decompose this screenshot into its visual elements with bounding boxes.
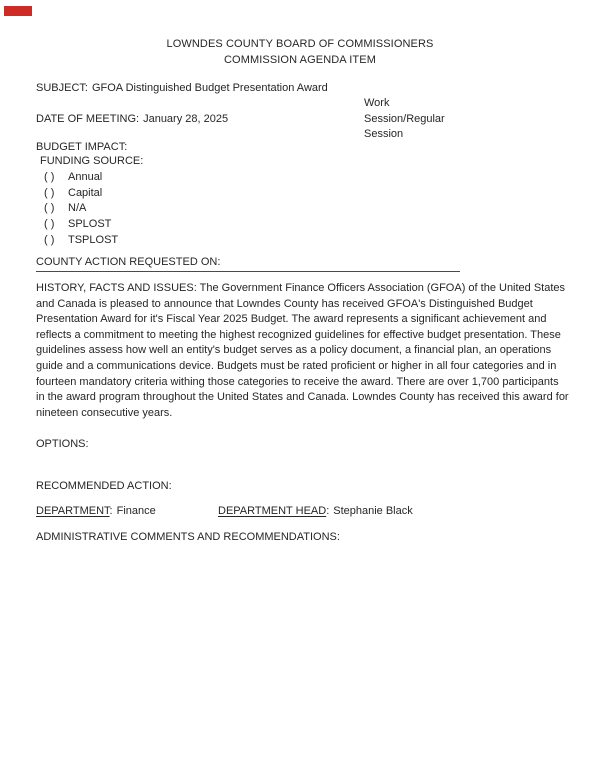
document-header xyxy=(0,36,600,68)
county-action-label: COUNTY ACTION REQUESTED ON: xyxy=(36,256,221,268)
checkbox-empty-icon: ( ) xyxy=(44,202,55,215)
funding-option-tsplost xyxy=(44,233,118,249)
funding-option-annual xyxy=(44,170,118,186)
department-head-label: DEPARTMENT HEAD xyxy=(218,505,327,517)
funding-source-label: FUNDING SOURCE: xyxy=(40,155,144,167)
funding-option-label: Annual xyxy=(68,171,103,183)
funding-option-na xyxy=(44,201,118,217)
department-head-value: Stephanie Black xyxy=(333,505,413,517)
date-value: January 28, 2025 xyxy=(143,113,229,125)
colon: : xyxy=(109,505,113,517)
checkbox-empty-icon: ( ) xyxy=(44,171,55,183)
date-of-meeting-line xyxy=(36,113,228,125)
subject-line xyxy=(36,82,328,94)
recommended-action-label: RECOMMENDED ACTION: xyxy=(36,480,172,492)
department-head-line xyxy=(218,505,413,517)
subject-value: GFOA Distinguished Budget Presentation Award xyxy=(91,82,328,94)
colon: : xyxy=(326,505,330,517)
board-title: LOWNDES COUNTY BOARD OF COMMISSIONERS xyxy=(166,38,434,50)
agenda-item-title: COMMISSION AGENDA ITEM xyxy=(224,54,376,66)
funding-option-splost xyxy=(44,217,118,233)
date-label: DATE OF MEETING: xyxy=(36,113,140,125)
history-facts-issues-paragraph: HISTORY, FACTS AND ISSUES: The Government Finance Officers Association (GFOA) of the United States and Canada is pleased to announce that Lowndes County has received GFOA's Distinguished Budget Presentation Award for it's Fiscal Year 2025 Budget. The award represents a significant achievement and reflects a commitment to meeting the highest recognized guidelines for effective budget presentation. These guidelines assess how well an entity's budget serves as a policy document, a financial plan, an operations guide and a communications device. Budgets must be rated proficient or higher in all four categories and in fourteen mandatory criteria withing those categories to receive the award. There are over 1,700 participants in the award program throughout the United States and Canada. Lowndes County has received this award for nineteen consecutive years. xyxy=(36,282,569,419)
funding-option-label: N/A xyxy=(68,202,87,215)
session-type: Work Session/Regular Session xyxy=(364,97,445,140)
options-label: OPTIONS: xyxy=(36,438,89,450)
administrative-comments-label: ADMINISTRATIVE COMMENTS AND RECOMMENDATIONS: xyxy=(36,531,340,543)
department-line xyxy=(36,505,156,517)
budget-impact-label: BUDGET IMPACT: xyxy=(36,141,128,153)
red-marker-badge xyxy=(4,6,32,16)
checkbox-empty-icon: ( ) xyxy=(44,233,55,246)
funding-option-label: Capital xyxy=(68,186,103,199)
funding-option-label: TSPLOST xyxy=(68,233,119,246)
checkbox-empty-icon: ( ) xyxy=(44,218,55,231)
county-action-requested-line xyxy=(36,256,460,272)
department-value: Finance xyxy=(116,505,156,517)
funding-options-list xyxy=(44,170,118,248)
subject-label: SUBJECT: xyxy=(36,82,88,94)
checkbox-empty-icon: ( ) xyxy=(44,186,55,199)
department-label: DEPARTMENT xyxy=(36,505,110,517)
funding-option-capital xyxy=(44,186,118,202)
funding-option-label: SPLOST xyxy=(68,218,112,231)
